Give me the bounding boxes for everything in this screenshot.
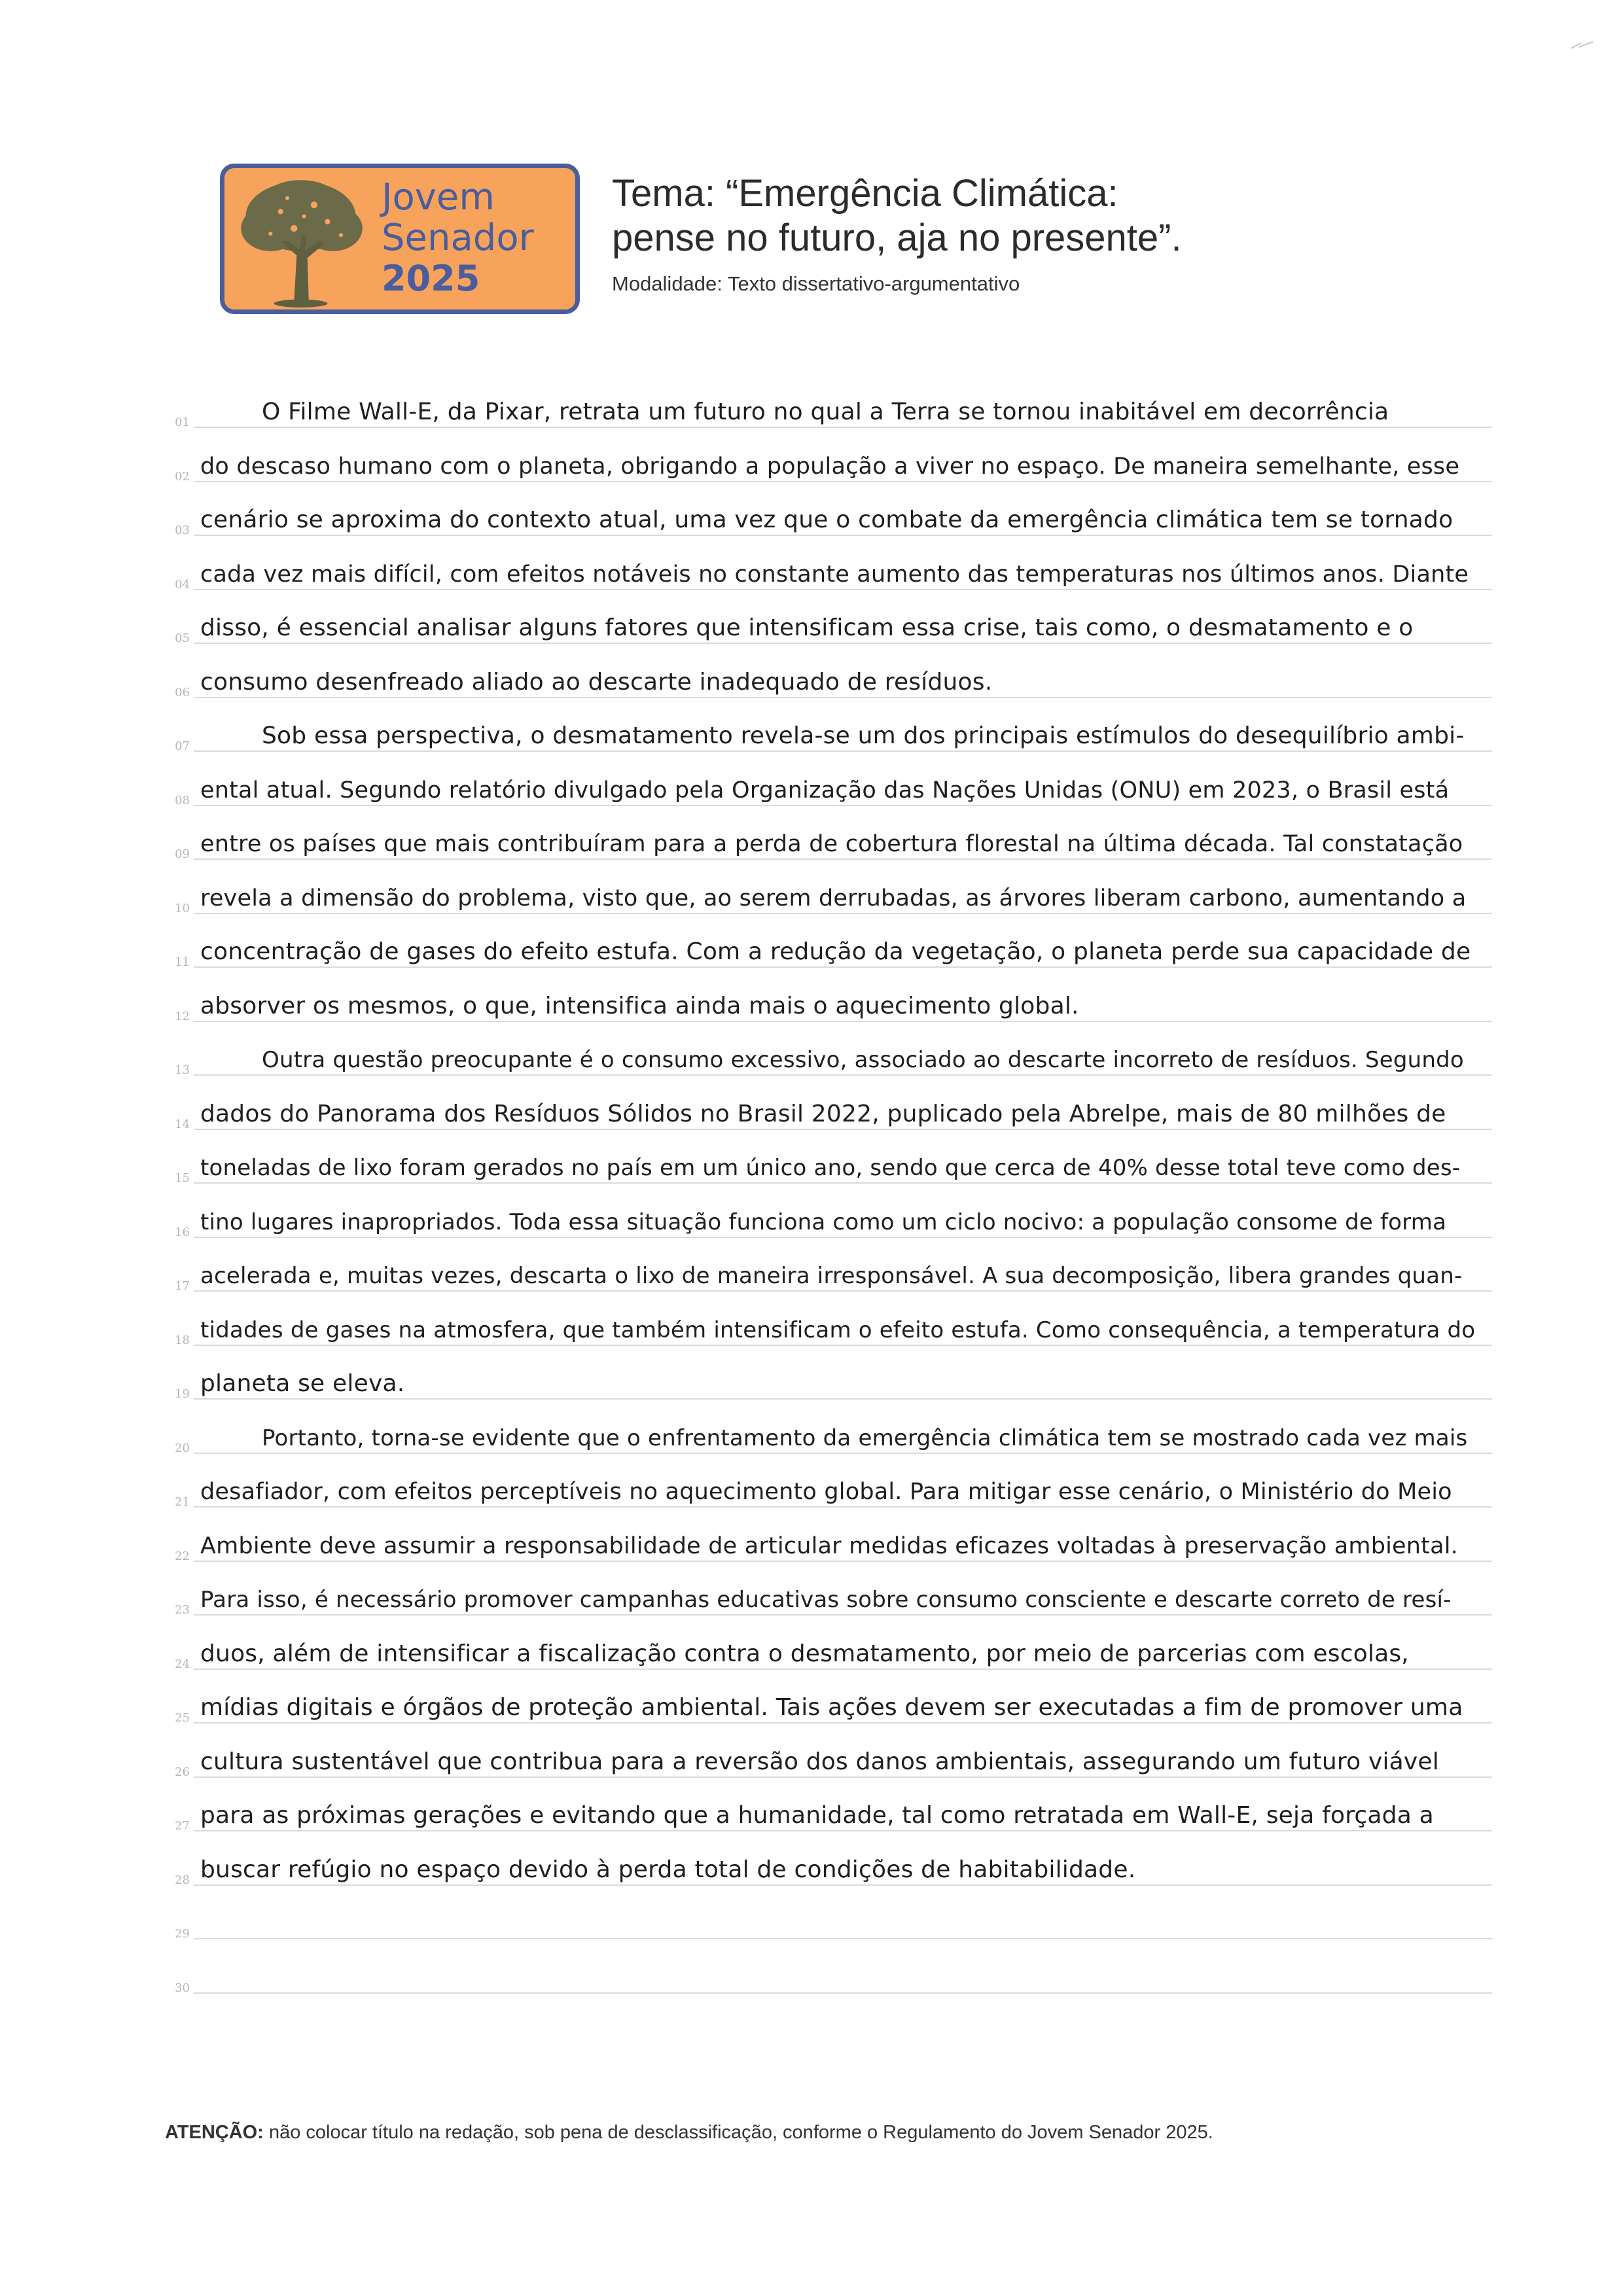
- essay-line: [164, 1030, 1492, 1084]
- line-rule: [194, 589, 1492, 590]
- handwritten-text: tino lugares inapropriados. Toda essa situação funciona como um ciclo nocivo: a população consome de forma: [200, 1209, 1447, 1235]
- line-rule: [194, 1398, 1492, 1400]
- essay-line: [164, 1624, 1492, 1678]
- line-rule: [194, 697, 1492, 698]
- essay-line: [164, 1084, 1492, 1138]
- line-number: 03: [175, 523, 190, 537]
- line-rule: [194, 643, 1492, 644]
- line-number: 29: [175, 1927, 190, 1941]
- line-number: 13: [175, 1063, 190, 1077]
- handwritten-text: do descaso humano com o planeta, obrigando a população a viver no espaço. De maneira semelhante, esse: [200, 453, 1460, 480]
- essay-line: [164, 814, 1492, 868]
- handwritten-text: absorver os mesmos, o que, intensifica ainda mais o aquecimento global.: [200, 992, 1079, 1019]
- line-rule: [194, 1453, 1492, 1454]
- essay-line: [164, 922, 1492, 976]
- line-rule: [194, 1938, 1492, 1939]
- handwritten-text: cultura sustentável que contribua para a reversão dos danos ambientais, assegurando um futuro viável: [200, 1748, 1439, 1775]
- line-rule: [194, 1884, 1492, 1886]
- line-rule: [194, 427, 1492, 428]
- line-rule: [194, 1074, 1492, 1076]
- line-rule: [194, 1561, 1492, 1562]
- line-rule: [194, 1290, 1492, 1292]
- line-rule: [194, 1830, 1492, 1831]
- line-number: 16: [175, 1225, 190, 1239]
- logo-word-jovem: Jovem: [382, 176, 495, 219]
- handwritten-text: Ambiente deve assumir a responsabilidade de articular medidas eficazes voltadas à preservação ambiental.: [200, 1532, 1458, 1559]
- line-number: 14: [175, 1117, 190, 1131]
- line-rule: [194, 1669, 1492, 1670]
- essay-line: [164, 598, 1492, 652]
- line-rule: [194, 1021, 1492, 1022]
- handwritten-text: Para isso, é necessário promover campanhas educativas sobre consumo consciente e descarte correto de resí-: [200, 1587, 1452, 1613]
- line-rule: [194, 1237, 1492, 1238]
- essay-line: [164, 760, 1492, 814]
- essay-line: [164, 1138, 1492, 1192]
- line-number: 24: [175, 1657, 190, 1671]
- line-number: 19: [175, 1387, 190, 1401]
- line-number: 06: [175, 685, 190, 699]
- line-number: 21: [175, 1495, 190, 1509]
- line-number: 11: [175, 955, 190, 969]
- line-number: 20: [175, 1441, 190, 1455]
- line-rule: [194, 913, 1492, 914]
- line-number: 23: [175, 1603, 190, 1617]
- line-rule: [194, 1776, 1492, 1778]
- line-number: 17: [175, 1279, 190, 1293]
- handwritten-text: planeta se eleva.: [200, 1370, 405, 1397]
- handwritten-text: cenário se aproxima do contexto atual, uma vez que o combate da emergência climática tem se tornado: [200, 506, 1454, 533]
- essay-line: [164, 1894, 1492, 1947]
- handwritten-text: entre os países que mais contribuíram para a perda de cobertura florestal na última década. Tal constatação: [200, 831, 1463, 857]
- line-rule: [194, 535, 1492, 536]
- line-number: 04: [175, 577, 190, 592]
- logo-year: 2025: [382, 258, 480, 299]
- essay-line: [164, 1732, 1492, 1786]
- essay-line: [164, 1246, 1492, 1299]
- line-rule: [194, 1722, 1492, 1723]
- essay-line: [164, 1678, 1492, 1731]
- handwritten-text: Outra questão preocupante é o consumo excessivo, associado ao descarte incorreto de resíduos. Segundo: [262, 1047, 1464, 1073]
- essay-line: [164, 1516, 1492, 1570]
- handwritten-text: revela a dimensão do problema, visto que, ao serem derrubadas, as árvores liberam carbono, aumentando a: [200, 885, 1467, 911]
- handwritten-text: ental atual. Segundo relatório divulgado pela Organização das Nações Unidas (ONU) em 2023, o Brasil está: [200, 777, 1450, 804]
- line-rule: [194, 1614, 1492, 1616]
- line-rule: [194, 481, 1492, 482]
- line-number: 15: [175, 1171, 190, 1185]
- line-rule: [194, 1345, 1492, 1346]
- line-rule: [194, 858, 1492, 860]
- essay-line: [164, 1192, 1492, 1246]
- essay-line: [164, 382, 1492, 436]
- line-number: 25: [175, 1711, 190, 1725]
- line-number: 27: [175, 1819, 190, 1833]
- essay-line: [164, 1570, 1492, 1623]
- modality-label: Modalidade: Texto dissertativo-argumentativo: [612, 272, 1020, 295]
- handwritten-text: Portanto, torna-se evidente que o enfrentamento da emergência climática tem se mostrado cada vez mais: [262, 1424, 1468, 1451]
- essay-line: [164, 490, 1492, 544]
- essay-line: [164, 652, 1492, 706]
- handwritten-text: cada vez mais difícil, com efeitos notáveis no constante aumento das temperaturas nos últimos anos. Diante: [200, 561, 1469, 588]
- essay-line: [164, 1948, 1492, 2002]
- handwritten-text: O Filme Wall-E, da Pixar, retrata um futuro no qual a Terra se tornou inabitável em decorrência: [262, 398, 1389, 425]
- theme-title-line-1: Tema: “Emergência Climática:: [612, 172, 1118, 215]
- line-number: 02: [175, 469, 190, 484]
- line-number: 28: [175, 1873, 190, 1887]
- line-rule: [194, 1992, 1492, 1994]
- essay-line: [164, 1786, 1492, 1839]
- essay-line: [164, 1300, 1492, 1354]
- warning-label: ATENÇÃO:: [165, 2122, 264, 2143]
- handwritten-text: disso, é essencial analisar alguns fatores que intensificam essa crise, tais como, o desmatamento e o: [200, 614, 1414, 641]
- handwritten-text: desafiador, com efeitos perceptíveis no aquecimento global. Para mitigar esse cenário, o Ministério do Meio: [200, 1479, 1452, 1505]
- line-number: 05: [175, 631, 190, 645]
- line-number: 08: [175, 793, 190, 807]
- line-rule: [194, 1129, 1492, 1130]
- essay-line: [164, 868, 1492, 922]
- handwritten-text: Sob essa perspectiva, o desmatamento revela-se um dos principais estímulos do desequilíbrio ambi-: [262, 722, 1465, 749]
- essay-line: [164, 1462, 1492, 1515]
- line-number: 01: [175, 415, 190, 429]
- handwritten-text: tidades de gases na atmosfera, que também intensificam o efeito estufa. Como consequência, a temperatura do: [200, 1316, 1476, 1343]
- essay-line: [164, 1840, 1492, 1894]
- line-number: 07: [175, 739, 190, 753]
- handwritten-text: consumo desenfreado aliado ao descarte inadequado de resíduos.: [200, 668, 993, 696]
- line-number: 18: [175, 1333, 190, 1347]
- handwritten-text: mídias digitais e órgãos de proteção ambiental. Tais ações devem ser executadas a fim de promover uma: [200, 1694, 1463, 1721]
- line-number: 26: [175, 1765, 190, 1779]
- footer-warning: [165, 2122, 1213, 2144]
- handwritten-text: buscar refúgio no espaço devido à perda total de condições de habitabilidade.: [200, 1856, 1136, 1883]
- handwritten-text: duos, além de intensificar a fiscalização contra o desmatamento, por meio de parcerias com escolas,: [200, 1640, 1409, 1667]
- essay-line: [164, 976, 1492, 1030]
- warning-text: não colocar título na redação, sob pena de desclassificação, conforme o Regulamento do Jovem Senador 2025.: [263, 2122, 1213, 2143]
- line-number: 30: [175, 1981, 190, 1995]
- essay-line: [164, 544, 1492, 598]
- essay-line: [164, 706, 1492, 760]
- handwritten-text: dados do Panorama dos Resíduos Sólidos no Brasil 2022, puplicado pela Abrelpe, mais de 80 milhões de: [200, 1100, 1446, 1127]
- theme-title-line-2: pense no futuro, aja no presente”.: [612, 217, 1182, 259]
- essay-line: [164, 1408, 1492, 1462]
- line-number: 22: [175, 1549, 190, 1563]
- line-rule: [194, 751, 1492, 752]
- line-number: 12: [175, 1009, 190, 1023]
- handwritten-text: toneladas de lixo foram gerados no país em um único ano, sendo que cerca de 40% desse total teve como des-: [200, 1155, 1461, 1181]
- essay-line: [164, 436, 1492, 490]
- line-rule: [194, 805, 1492, 806]
- essay-line: [164, 1354, 1492, 1407]
- handwritten-text: acelerada e, muitas vezes, descarta o lixo de maneira irresponsável. A sua decomposição, libera grandes quan-: [200, 1263, 1463, 1289]
- line-number: 10: [175, 901, 190, 915]
- line-rule: [194, 966, 1492, 968]
- handwritten-text: concentração de gases do efeito estufa. Com a redução da vegetação, o planeta perde sua capacidade de: [200, 938, 1471, 965]
- line-rule: [194, 1506, 1492, 1508]
- line-number: 09: [175, 847, 190, 861]
- line-rule: [194, 1182, 1492, 1184]
- handwritten-text: para as próximas gerações e evitando que a humanidade, tal como retratada em Wall-E, seja forçada a: [200, 1802, 1434, 1829]
- logo-word-senador: Senador: [382, 217, 534, 259]
